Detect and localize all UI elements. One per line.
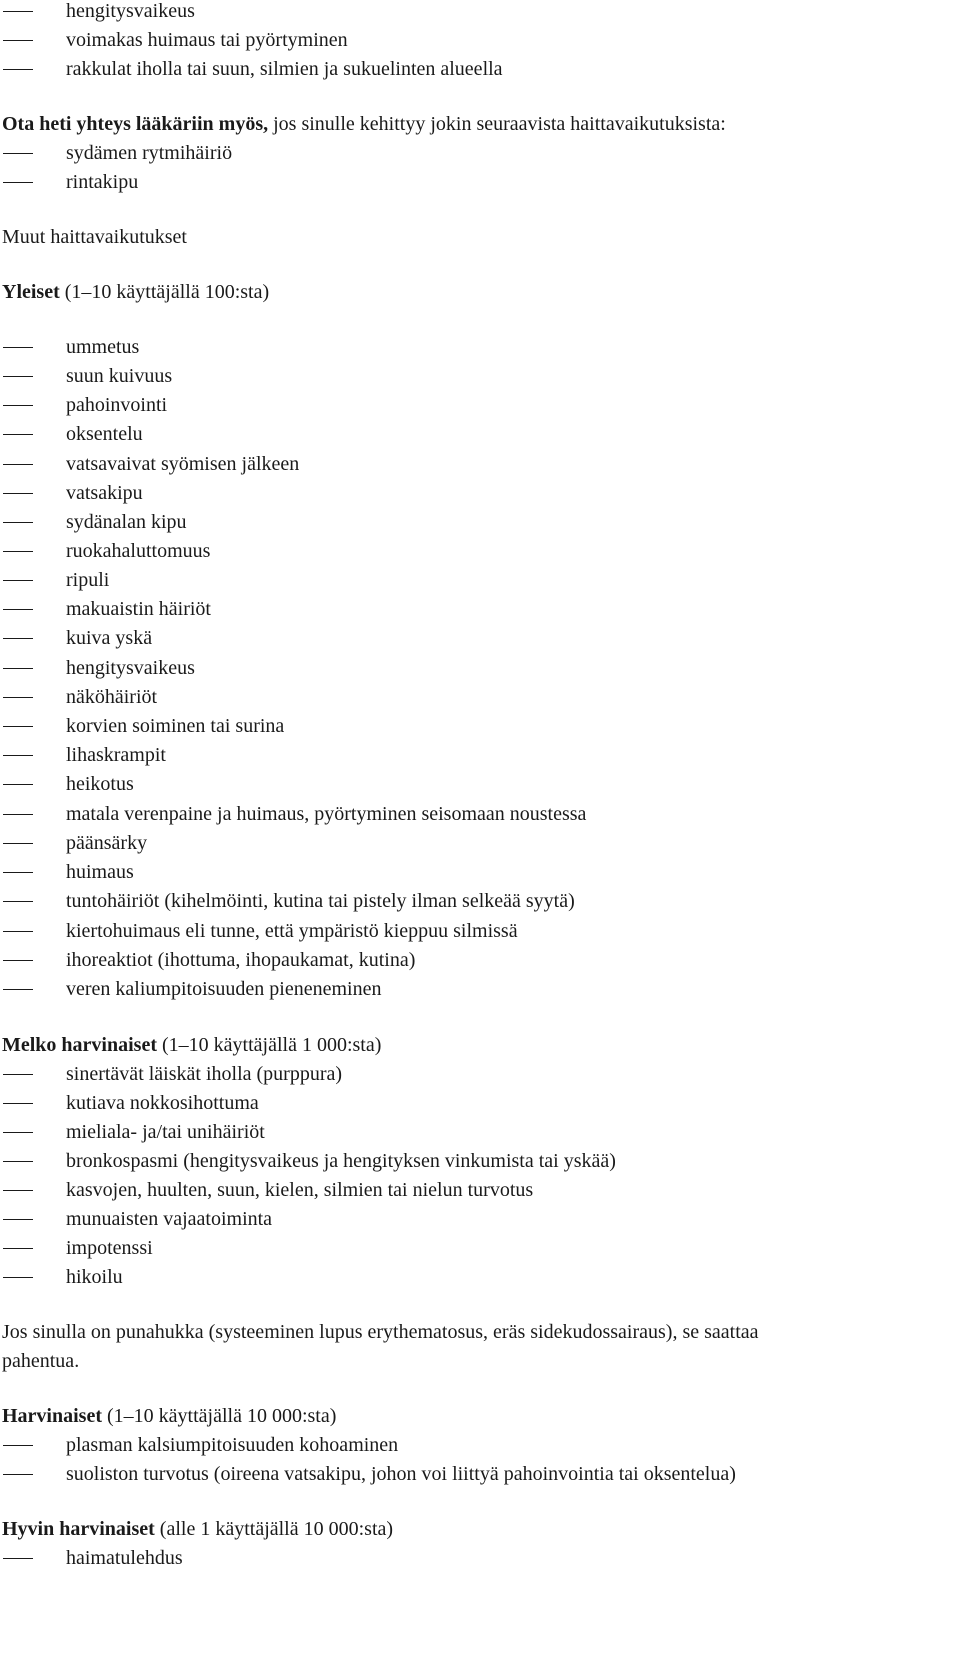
dash-bullet [3, 1445, 33, 1446]
very-rare-list-item [0, 1544, 960, 1573]
heading-text: jos sinulle kehittyy jokin seuraavista haittavaikutuksista: [268, 113, 726, 135]
dash-bullet [3, 784, 33, 785]
dash-bullet [3, 1161, 33, 1162]
contact-heading [0, 110, 960, 139]
top-list-item [0, 0, 960, 26]
list-item-text: mieliala- ja/tai unihäiriöt [66, 1121, 265, 1143]
dash-bullet [3, 1277, 33, 1278]
heading-text: pahentua. [2, 1350, 80, 1372]
heading-bold: Ota heti yhteys lääkäriin myös, [2, 113, 269, 135]
list-item-text: pahoinvointi [66, 394, 168, 416]
common-list-item [0, 595, 960, 624]
lupus-note [0, 1318, 960, 1347]
common-list-item [0, 858, 960, 887]
common-list-item [0, 479, 960, 508]
dash-bullet [3, 347, 33, 348]
list-item-text: kutiava nokkosihottuma [66, 1092, 259, 1114]
list-item-text: sinertävät läiskät iholla (purppura) [66, 1063, 343, 1085]
dash-bullet [3, 182, 33, 183]
uncommon-list-item [0, 1147, 960, 1176]
dash-bullet [3, 69, 33, 70]
common-list-item [0, 362, 960, 391]
list-item-text: näköhäiriöt [66, 686, 158, 708]
uncommon-list-item [0, 1118, 960, 1147]
heading-bold: Melko harvinaiset [2, 1034, 157, 1056]
common-list-item [0, 537, 960, 566]
common-list-item [0, 712, 960, 741]
common-list-item [0, 829, 960, 858]
dash-bullet [3, 1219, 33, 1220]
dash-bullet [3, 434, 33, 435]
list-item-text: impotenssi [66, 1237, 153, 1259]
heading-text: (alle 1 käyttäjällä 10 000:sta) [154, 1518, 394, 1540]
list-item-text: kiertohuimaus eli tunne, että ympäristö kieppuu silmissä [66, 920, 518, 942]
list-item-text: vatsakipu [66, 482, 143, 504]
list-item-text: hikoilu [66, 1266, 123, 1288]
list-item-text: vatsavaivat syömisen jälkeen [66, 453, 300, 475]
dash-bullet [3, 493, 33, 494]
dash-bullet [3, 609, 33, 610]
contact-list-item [0, 168, 960, 197]
list-item-text: rintakipu [66, 171, 139, 193]
rare-list-item [0, 1460, 960, 1489]
common-list-item [0, 654, 960, 683]
list-item-text: suoliston turvotus (oireena vatsakipu, johon voi liittyä pahoinvointia tai oksentelua) [66, 1463, 736, 1485]
dash-bullet [3, 1248, 33, 1249]
dash-bullet [3, 11, 33, 12]
list-item-text: rakkulat iholla tai suun, silmien ja sukuelinten alueella [66, 58, 503, 80]
common-heading [0, 278, 960, 307]
list-item-text: ihoreaktiot (ihottuma, ihopaukamat, kutina) [66, 949, 416, 971]
common-list-item [0, 450, 960, 479]
common-list-item [0, 683, 960, 712]
uncommon-list-item [0, 1234, 960, 1263]
list-item-text: voimakas huimaus tai pyörtyminen [66, 29, 348, 51]
heading-bold: Hyvin harvinaiset [2, 1518, 155, 1540]
dash-bullet [3, 1103, 33, 1104]
dash-bullet [3, 726, 33, 727]
other-heading [0, 223, 960, 252]
list-item-text: hengitysvaikeus [66, 657, 195, 679]
common-list-item [0, 800, 960, 829]
dash-bullet [3, 405, 33, 406]
dash-bullet [3, 843, 33, 844]
uncommon-list-item [0, 1176, 960, 1205]
dash-bullet [3, 1074, 33, 1075]
list-item-text: ummetus [66, 336, 140, 358]
list-item-text: bronkospasmi (hengitysvaikeus ja hengityksen vinkumista tai yskää) [66, 1150, 616, 1172]
list-item-text: päänsärky [66, 832, 148, 854]
uncommon-list-item [0, 1089, 960, 1118]
common-list-item [0, 946, 960, 975]
dash-bullet [3, 376, 33, 377]
uncommon-list-item [0, 1060, 960, 1089]
dash-bullet [3, 960, 33, 961]
list-item-text: sydämen rytmihäiriö [66, 142, 233, 164]
common-list-item [0, 770, 960, 799]
lupus-note-cont [0, 1347, 960, 1376]
common-list-item [0, 887, 960, 916]
heading-bold: Harvinaiset [2, 1405, 102, 1427]
contact-list-item [0, 139, 960, 168]
list-item-text: ripuli [66, 569, 110, 591]
list-item-text: makuaistin häiriöt [66, 598, 211, 620]
heading-text: Muut haittavaikutukset [2, 226, 187, 248]
heading-text: (1–10 käyttäjällä 1 000:sta) [157, 1034, 382, 1056]
common-list-item [0, 333, 960, 362]
rare-list-item [0, 1431, 960, 1460]
heading-text: Jos sinulla on punahukka (systeeminen lupus erythematosus, eräs sidekudossairaus), se saattaa [2, 1321, 759, 1343]
dash-bullet [3, 638, 33, 639]
list-item-text: huimaus [66, 861, 134, 883]
list-item-text: oksentelu [66, 423, 143, 445]
dash-bullet [3, 464, 33, 465]
list-item-text: lihaskrampit [66, 744, 166, 766]
dash-bullet [3, 872, 33, 873]
common-list-item [0, 508, 960, 537]
list-item-text: plasman kalsiumpitoisuuden kohoaminen [66, 1434, 399, 1456]
dash-bullet [3, 551, 33, 552]
list-item-text: kasvojen, huulten, suun, kielen, silmien tai nielun turvotus [66, 1179, 534, 1201]
common-list-item [0, 391, 960, 420]
dash-bullet [3, 1558, 33, 1559]
common-list-item [0, 975, 960, 1004]
heading-bold: Yleiset [2, 281, 60, 303]
dash-bullet [3, 580, 33, 581]
very-rare-heading [0, 1515, 960, 1544]
list-item-text: suun kuivuus [66, 365, 173, 387]
heading-text: (1–10 käyttäjällä 10 000:sta) [102, 1405, 337, 1427]
dash-bullet [3, 989, 33, 990]
list-item-text: sydänalan kipu [66, 511, 187, 533]
common-list-item [0, 420, 960, 449]
dash-bullet [3, 1190, 33, 1191]
list-item-text: heikotus [66, 773, 134, 795]
list-item-text: korvien soiminen tai surina [66, 715, 285, 737]
list-item-text: munuaisten vajaatoiminta [66, 1208, 273, 1230]
dash-bullet [3, 697, 33, 698]
common-list-item [0, 566, 960, 595]
dash-bullet [3, 814, 33, 815]
list-item-text: hengitysvaikeus [66, 0, 195, 22]
top-list-item [0, 55, 960, 84]
common-list-item [0, 624, 960, 653]
dash-bullet [3, 522, 33, 523]
list-item-text: tuntohäiriöt (kihelmöinti, kutina tai pistely ilman selkeää syytä) [66, 890, 575, 912]
dash-bullet [3, 153, 33, 154]
top-list-item [0, 26, 960, 55]
list-item-text: haimatulehdus [66, 1547, 183, 1569]
list-item-text: matala verenpaine ja huimaus, pyörtyminen seisomaan noustessa [66, 803, 587, 825]
list-item-text: veren kaliumpitoisuuden pieneneminen [66, 978, 382, 1000]
common-list-item [0, 741, 960, 770]
uncommon-heading [0, 1031, 960, 1060]
dash-bullet [3, 755, 33, 756]
dash-bullet [3, 901, 33, 902]
list-item-text: kuiva yskä [66, 627, 153, 649]
dash-bullet [3, 931, 33, 932]
uncommon-list-item [0, 1205, 960, 1234]
heading-text: (1–10 käyttäjällä 100:sta) [59, 281, 270, 303]
list-item-text: ruokahaluttomuus [66, 540, 211, 562]
dash-bullet [3, 1132, 33, 1133]
dash-bullet [3, 1474, 33, 1475]
common-list-item [0, 917, 960, 946]
dash-bullet [3, 668, 33, 669]
uncommon-list-item [0, 1263, 960, 1292]
rare-heading [0, 1402, 960, 1431]
dash-bullet [3, 40, 33, 41]
